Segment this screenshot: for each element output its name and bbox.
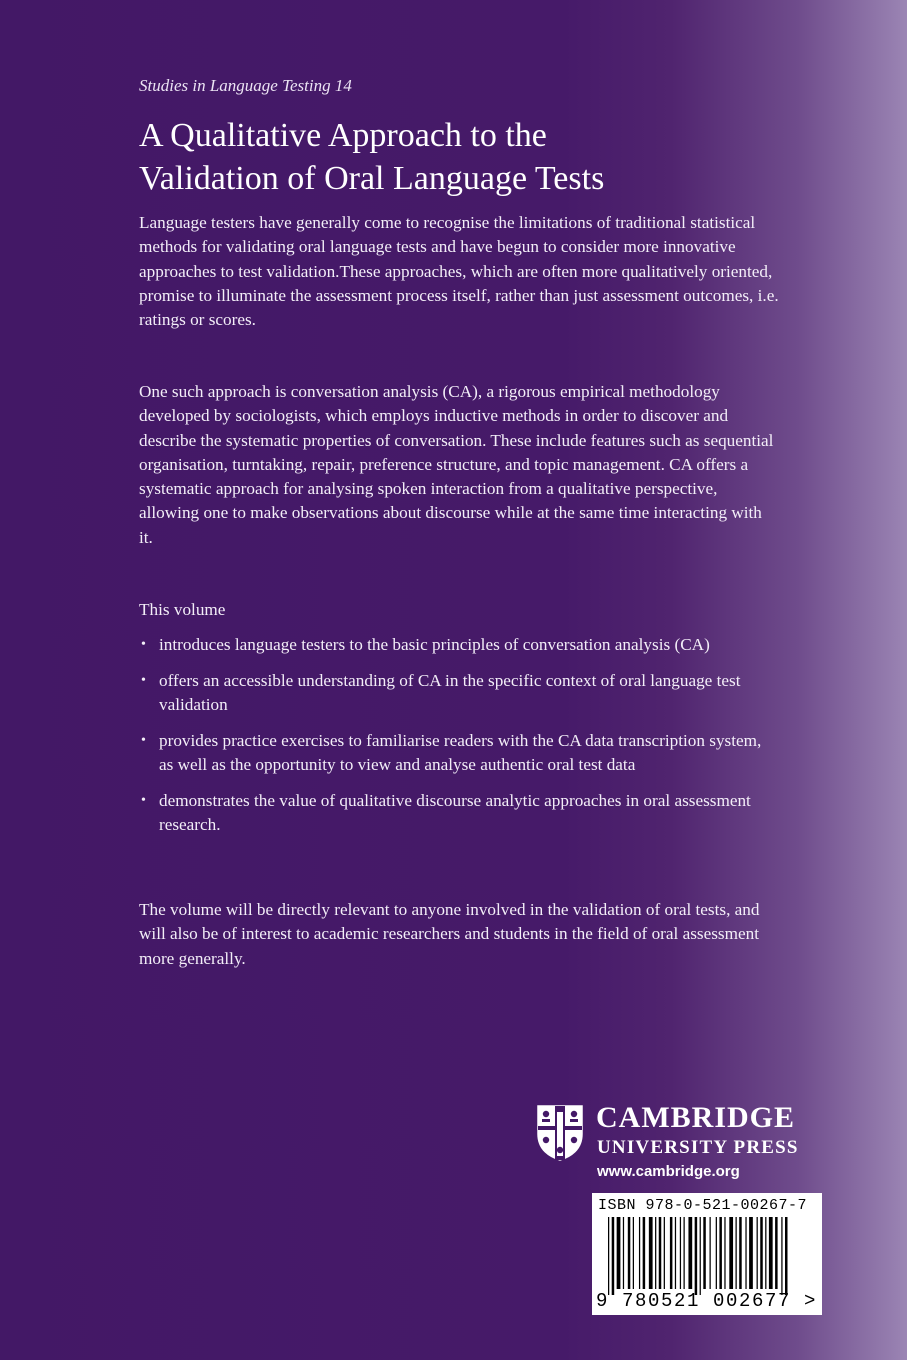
barcode-bar bbox=[680, 1217, 681, 1289]
description-paragraph-4: The volume will be directly relevant to anyone involved in the validation of oral tests, and will also be of interest to academic researchers and students in the field of oral assessment more generally. bbox=[139, 900, 760, 968]
barcode-bar bbox=[617, 1217, 621, 1289]
list-item: • introduces language testers to the basic principles of conversation analysis (CA) bbox=[139, 633, 779, 657]
barcode-bar bbox=[684, 1217, 685, 1289]
barcode-bar bbox=[760, 1217, 763, 1289]
barcode-bar bbox=[664, 1217, 665, 1289]
barcode-bar bbox=[628, 1217, 631, 1289]
book-title-line-2: Validation of Oral Language Tests bbox=[139, 160, 605, 197]
barcode-bar bbox=[775, 1217, 778, 1289]
barcode-bar bbox=[765, 1217, 766, 1289]
description-paragraph-2: One such approach is conversation analysis (CA), a rigorous empirical methodology developed by sociologists, which employs inductive methods in order to discover and describe the systematic properties of conversation. These include features such as sequential organisation, turntaking, repair, preference structure, and topic management. CA offers a systematic approach for analysing spoken interaction from a qualitative perspective, allowing one to make observations about discourse while at the same time interacting with it. bbox=[139, 382, 774, 547]
isbn-label: ISBN 978-0-521-00267-7 bbox=[598, 1197, 808, 1214]
barcode-bar bbox=[736, 1217, 737, 1289]
barcode-bar bbox=[655, 1217, 656, 1289]
book-title bbox=[139, 114, 819, 200]
list-item: • provides practice exercises to familiarise readers with the CA data transcription system, as well as the opportunity to view and analyse authentic oral test data bbox=[139, 729, 779, 778]
barcode-bar bbox=[769, 1217, 773, 1289]
description-paragraph-1: Language testers have generally come to recognise the limitations of traditional statistical methods for validating oral language tests and have begun to consider more innovative approaches to test validation.These approaches, which are often more qualitatively oriented, promise to illuminate the assessment process itself, rather than just assessment outcomes, i.e. ratings or scores. bbox=[139, 213, 779, 330]
publisher-press: UNIVERSITY PRESS bbox=[597, 1137, 799, 1158]
barcode-bar bbox=[612, 1217, 615, 1295]
barcode-bar bbox=[675, 1217, 676, 1289]
barcode-bar bbox=[608, 1217, 609, 1295]
ean-digits: 9 780521 002677 > bbox=[596, 1290, 818, 1312]
barcode-bar bbox=[729, 1217, 733, 1289]
barcode-bar bbox=[781, 1217, 782, 1295]
barcode-bar bbox=[695, 1217, 698, 1295]
barcode-bar bbox=[757, 1217, 758, 1289]
barcode-bar bbox=[745, 1217, 746, 1289]
barcode-bar bbox=[639, 1217, 640, 1289]
isbn-barcode bbox=[592, 1193, 822, 1315]
barcode-bar bbox=[719, 1217, 722, 1289]
barcode-bar bbox=[724, 1217, 725, 1289]
publisher-url: www.cambridge.org bbox=[597, 1163, 740, 1180]
barcode-bar bbox=[749, 1217, 753, 1289]
barcode-bar bbox=[739, 1217, 742, 1289]
barcode-bar bbox=[700, 1217, 701, 1295]
book-title-line-1: A Qualitative Approach to the bbox=[139, 117, 547, 154]
barcode-bar bbox=[649, 1217, 653, 1289]
barcode-bar bbox=[703, 1217, 706, 1289]
list-item: • demonstrates the value of qualitative discourse analytic approaches in oral assessment research. bbox=[139, 789, 779, 838]
barcode-bar bbox=[710, 1217, 711, 1289]
barcode-bar bbox=[659, 1217, 662, 1289]
volume-intro: This volume bbox=[139, 600, 226, 619]
barcode-bar bbox=[716, 1217, 717, 1289]
barcode-bar bbox=[688, 1217, 692, 1289]
series-title: Studies in Language Testing 14 bbox=[139, 76, 352, 95]
publisher-name: CAMBRIDGE bbox=[596, 1101, 796, 1134]
barcode-bar bbox=[785, 1217, 788, 1295]
barcode-bar bbox=[633, 1217, 634, 1289]
barcode-bar bbox=[623, 1217, 624, 1289]
list-item: • offers an accessible understanding of CA in the specific context of oral language test validation bbox=[139, 669, 779, 718]
barcode-bar bbox=[670, 1217, 673, 1289]
cambridge-shield-icon bbox=[536, 1104, 584, 1162]
feature-list bbox=[139, 633, 779, 849]
barcode-bar bbox=[643, 1217, 646, 1289]
